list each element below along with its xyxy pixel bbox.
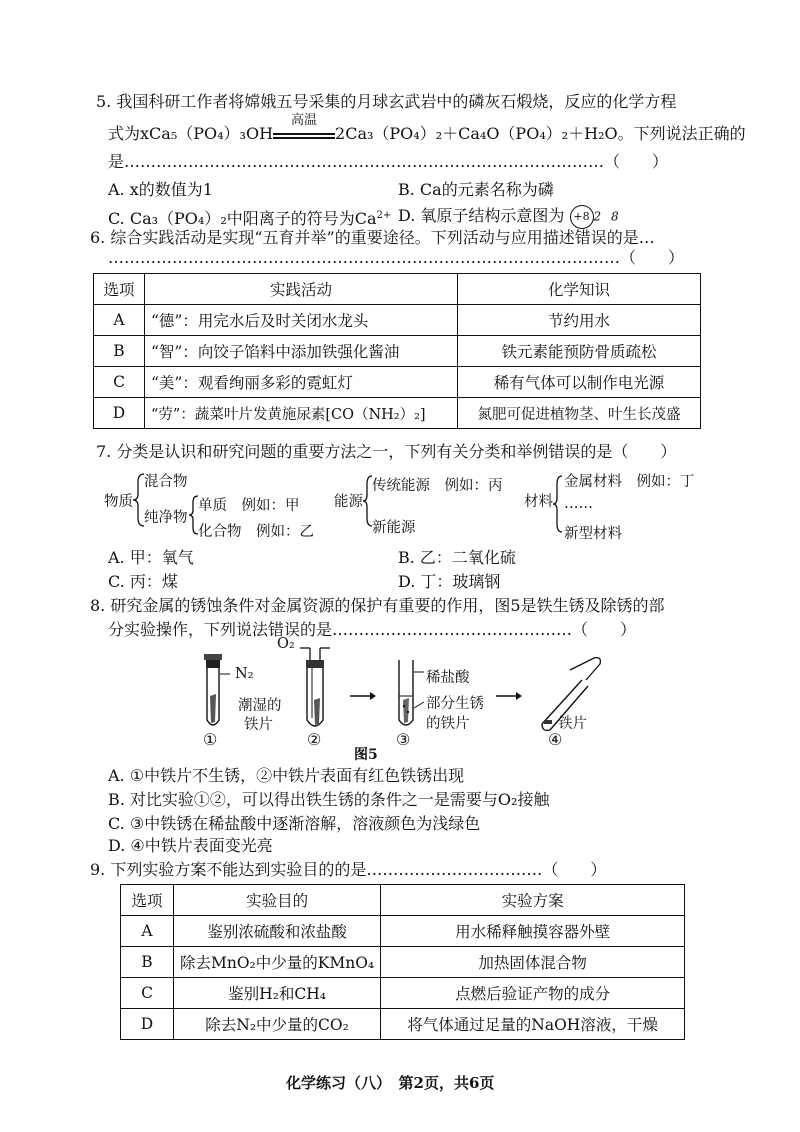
q6-line1: 6. 综合实践活动是实现“五育并举”的重要途径。下列活动与应用描述错误的是… [90,228,655,247]
q5-option-b: B. Ca的元素名称为磷 [398,180,554,199]
test-tube-2 [300,648,330,726]
q6-cell-option: B [94,336,145,367]
q9-line1: 9. 下列实验方案不能达到实验目的的是……………………………（ ） [90,860,607,879]
q7-traditional-energy-label: 传统能源 例如：丙 [372,478,503,494]
q7-option-a: A. 甲：氧气 [108,548,194,567]
oxygen-nucleus-icon: +8 [570,205,594,229]
q7-mixture-label: 混合物 [144,474,188,490]
q7-option-c: C. 丙：煤 [108,572,178,591]
rusty-iron-label-2: 的铁片 [426,716,470,732]
q8-line2: 分实验操作，下列说法错误的是………………………………………（ ） [108,620,637,639]
wet-iron-label-2: 铁片 [244,717,273,733]
q9-cell-goal: 鉴别浓硫酸和浓盐酸 [174,916,381,947]
q9-cell-plan: 加热固体混合物 [381,947,685,978]
q9-cell-option: D [121,1009,174,1040]
figure-label-4: ④ [548,730,563,749]
table-row [121,978,685,1009]
q6-line2: ……………………………………………………………………………………（ ） [108,248,685,267]
q5-condition: 高温 [291,113,318,128]
dilute-hcl-label: 稀盐酸 [426,670,470,686]
q9-table [120,884,685,1040]
q5-reactant: xCa₅（PO₄）₃OH [140,124,274,143]
rusty-iron-label-1: 部分生锈 [426,696,484,712]
q9-header-plan: 实验方案 [381,885,685,916]
figure-caption: 图5 [354,747,378,763]
q6-cell-knowledge: 铁元素能预防骨质疏松 [458,336,701,367]
q5-option-a: A. x的数值为1 [108,180,213,199]
q9-cell-option: A [121,916,174,947]
q7-material-brace [552,474,564,534]
q6-table [93,273,701,429]
q7-energy-label: 能源 [334,494,363,510]
figure-label-1: ① [203,730,218,749]
q9-cell-plan: 点燃后验证产物的成分 [381,978,685,1009]
iron-sheet-label: 铁片 [558,716,587,732]
table-row [94,398,701,429]
q9-cell-goal: 除去MnO₂中少量的KMnO₄ [174,947,381,978]
page-footer: 化学练习（八） 第2页，共6页 [286,1074,495,1092]
q8-option-a: A. ①中铁片不生锈，②中铁片表面有红色铁锈出现 [108,766,465,785]
q8-option-b: B. 对比实验①②，可以得出铁生锈的条件之一是需要与O₂接触 [108,790,550,809]
q6-cell-activity: “智”：向饺子馅料中添加铁强化酱油 [145,336,458,367]
table-row [94,305,701,336]
table-row [94,367,701,398]
table-row [121,1009,685,1040]
q9-cell-goal: 除去N₂中少量的CO₂ [174,1009,381,1040]
q5-line3: 是………………………………………………………………………………（ ） [108,152,669,171]
q6-cell-option: D [94,398,145,429]
q7-element-label: 单质 例如：甲 [198,498,300,514]
q8-option-d: D. ④中铁片表面变光亮 [108,836,273,855]
oxygen-shell-electrons: 2 8 [593,209,622,224]
wet-iron-label-1: 潮湿的 [238,698,282,714]
q9-cell-plan: 将气体通过足量的NaOH溶液，干燥 [381,1009,685,1040]
o2-label: O₂ [277,636,295,652]
q9-header-option: 选项 [121,885,174,916]
q7-new-energy-label: 新能源 [372,520,416,536]
q6-table-header [94,274,701,305]
q9-cell-option: C [121,978,174,1009]
q6-header-option: 选项 [94,274,145,305]
test-tube-3 [399,660,424,725]
q7-line1: 7. 分类是认识和研究问题的重要方法之一，下列有关分类和举例错误的是（ ） [96,442,677,461]
q6-cell-activity: “德”：用完水后及时关闭水龙头 [145,305,458,336]
table-row [121,947,685,978]
q9-cell-plan: 用水稀释触摸容器外壁 [381,916,685,947]
n2-label: N₂ [235,666,254,682]
q8-option-c: C. ③中铁锈在稀盐酸中逐渐溶解，溶液颜色为浅绿色 [108,814,481,833]
q6-cell-activity: “劳”：蔬菜叶片发黄施尿素[CO（NH₂）₂] [145,398,458,429]
table-row [121,916,685,947]
q7-option-d: D. 丁：玻璃钢 [398,572,501,591]
q9-header-goal: 实验目的 [174,885,381,916]
q6-cell-option: A [94,305,145,336]
q6-header-activity: 实践活动 [145,274,458,305]
q5-products: 2Ca₃（PO₄）₂＋Ca₄O（PO₄）₂＋H₂O。下列说法正确的 [335,124,746,143]
q6-cell-knowledge: 稀有气体可以制作电光源 [458,367,701,398]
q7-matter-label: 物质 [104,494,133,510]
q7-material-label: 材料 [524,494,553,510]
table-row [94,336,701,367]
q6-header-knowledge: 化学知识 [458,274,701,305]
q7-material-ellipsis: …… [564,496,593,512]
q5-equation [108,113,746,148]
q5-option-c-text: C. Ca₃（PO₄）₂中阳离子的符号为Ca [108,209,377,228]
q9-cell-option: B [121,947,174,978]
figure-label-3: ③ [396,730,411,749]
q6-cell-activity: “美”：观看绚丽多彩的霓虹灯 [145,367,458,398]
q5-line1: 5. 我国科研工作者将嫦娥五号采集的月球玄武岩中的磷灰石煅烧，反应的化学方程 [96,92,677,111]
q6-cell-knowledge: 氮肥可促进植物茎、叶生长茂盛 [458,398,701,429]
q5-equation-pre: 式为 [108,124,141,143]
q6-cell-knowledge: 节约用水 [458,305,701,336]
q7-new-material-label: 新型材料 [564,526,622,542]
q7-option-b: B. 乙：二氧化硫 [398,548,516,567]
q5-reaction-arrow [273,113,335,139]
q7-pure-label: 纯净物 [144,510,188,526]
q7-metal-material-label: 金属材料 例如：丁 [564,474,695,490]
q6-cell-option: C [94,367,145,398]
figure-label-2: ② [307,730,322,749]
q8-line1: 8. 研究金属的锈蚀条件对金属资源的保护有重要的作用，图5是铁生锈及除锈的部 [90,596,665,615]
q5-option-d-text: D. 氧原子结构示意图为 [398,206,565,225]
q5-option-c-charge: 2+ [376,210,392,221]
q7-compound-label: 化合物 例如：乙 [198,524,314,540]
test-tube-1 [204,654,230,725]
q9-table-header [121,885,685,916]
q9-cell-goal: 鉴别H₂和CH₄ [174,978,381,1009]
